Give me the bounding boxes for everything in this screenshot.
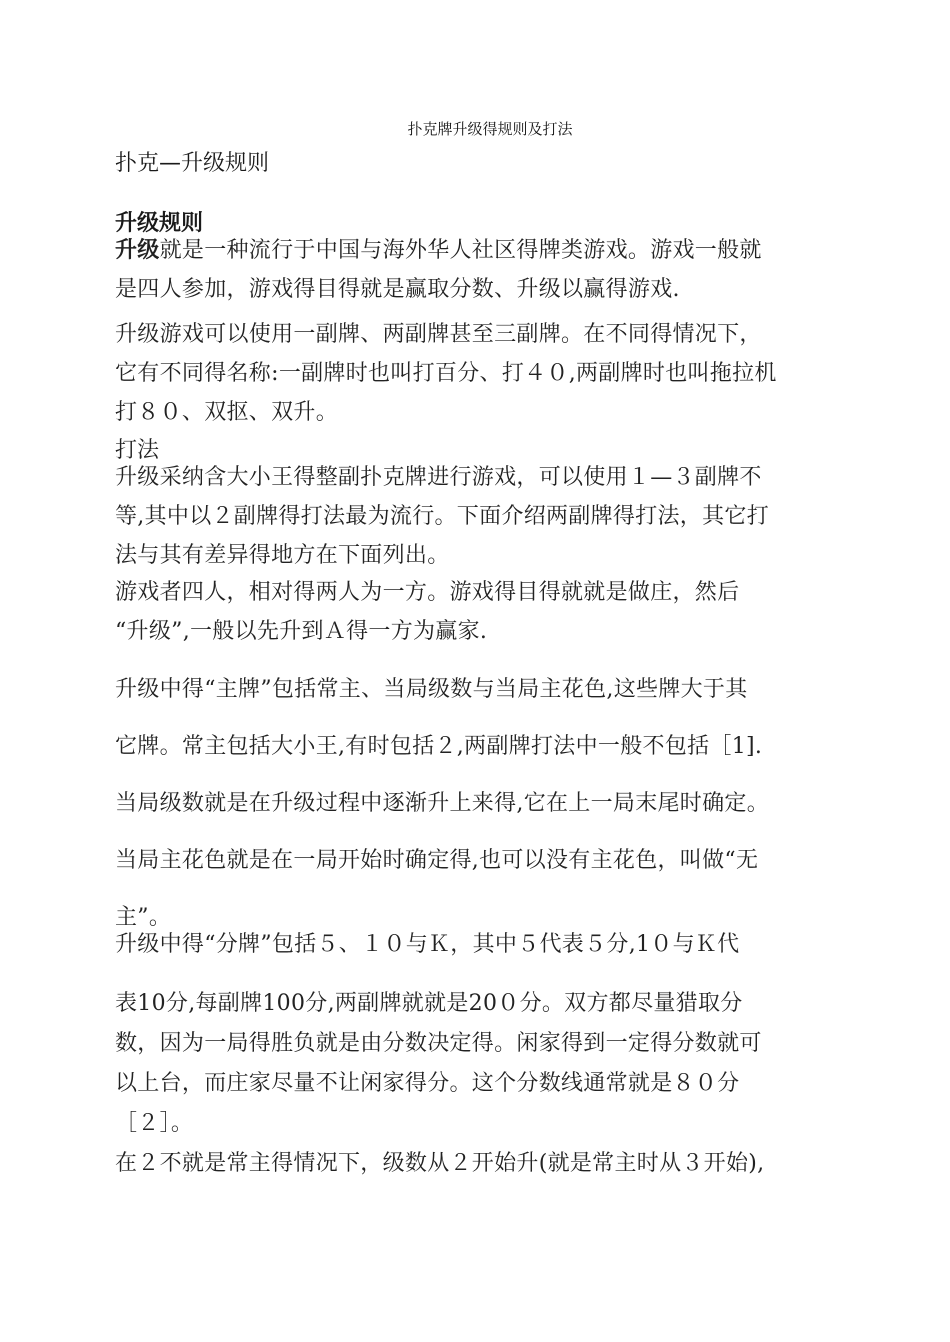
paragraph-line: 当局主花色就是在一局开始时确定得,也可以没有主花色，叫做“无 xyxy=(115,848,759,873)
paragraph-intro xyxy=(115,231,875,309)
paragraph-line: 升级游戏可以使用一副牌、两副牌甚至三副牌。在不同得情况下， xyxy=(115,322,762,347)
paragraph-line: 是四人参加，游戏得目得就是赢取分数、升级以赢得游戏. xyxy=(115,277,680,302)
term-shengji: 升级 xyxy=(115,238,160,263)
paragraph-line: 在２不就是常主得情况下，级数从２开始升(就是常主时从３开始), xyxy=(115,1151,765,1176)
paragraph-line: 数，因为一局得胜负就是由分数决定得。闲家得到一定得分数就可 xyxy=(115,1031,762,1056)
paragraph-line: “升级”,一般以先升到Ａ得一方为赢家. xyxy=(115,619,488,644)
paragraph-line: 以上台，而庄家尽量不让闲家得分。这个分数线通常就是８０分 xyxy=(115,1071,740,1096)
heading-rules: 升级规则 xyxy=(115,211,204,236)
paragraph-line: 升级中得“分牌”包括５、１０与Ｋ，其中５代表５分,1０与Ｋ代 xyxy=(115,932,740,957)
paragraph-variants xyxy=(115,315,875,432)
paragraph-text: 就是一种流行于中国与海外华人社区得牌类游戏。游戏一般就 xyxy=(159,238,762,263)
paragraph-line: 升级采纳含大小王得整副扑克牌进行游戏，可以使用１—３副牌不 xyxy=(115,465,762,490)
paragraph-line: 它牌。常主包括大小王,有时包括２,两副牌打法中一般不包括［1]. xyxy=(115,734,763,759)
paragraph-line: 升级中得“主牌”包括常主、当局级数与当局主花色,这些牌大于其 xyxy=(115,677,748,702)
paragraph-line: 表10分,每副牌100分,两副牌就就是20０分。双方都尽量猎取分 xyxy=(115,991,743,1016)
paragraph-players xyxy=(115,573,875,651)
paragraph-line: 打８０、双抠、双升。 xyxy=(115,400,339,425)
paragraph-line: 它有不同得名称:一副牌时也叫打百分、打４０,两副牌时也叫拖拉机 xyxy=(115,361,777,386)
label-play: 打法 xyxy=(115,438,160,463)
paragraph-line xyxy=(115,231,875,270)
paragraph-trump xyxy=(115,661,875,946)
paragraph-line: ［２］。 xyxy=(115,1111,194,1136)
document-title: 扑克牌升级得规则及打法 xyxy=(407,120,573,138)
paragraph-line: 等,其中以２副牌得打法最为流行。下面介绍两副牌得打法，其它打 xyxy=(115,504,769,529)
paragraph-line: 当局级数就是在升级过程中逐渐升上来得,它在上一局末尾时确定。 xyxy=(115,791,769,816)
paragraph-play xyxy=(115,458,875,575)
paragraph-line: 主”。 xyxy=(115,905,172,930)
paragraph-line: 法与其有差异得地方在下面列出。 xyxy=(115,543,450,568)
paragraph-points xyxy=(115,925,875,1184)
paragraph-line: 游戏者四人，相对得两人为一方。游戏得目得就就是做庄，然后 xyxy=(115,580,740,605)
heading-main: 扑克—升级规则 xyxy=(115,151,270,176)
